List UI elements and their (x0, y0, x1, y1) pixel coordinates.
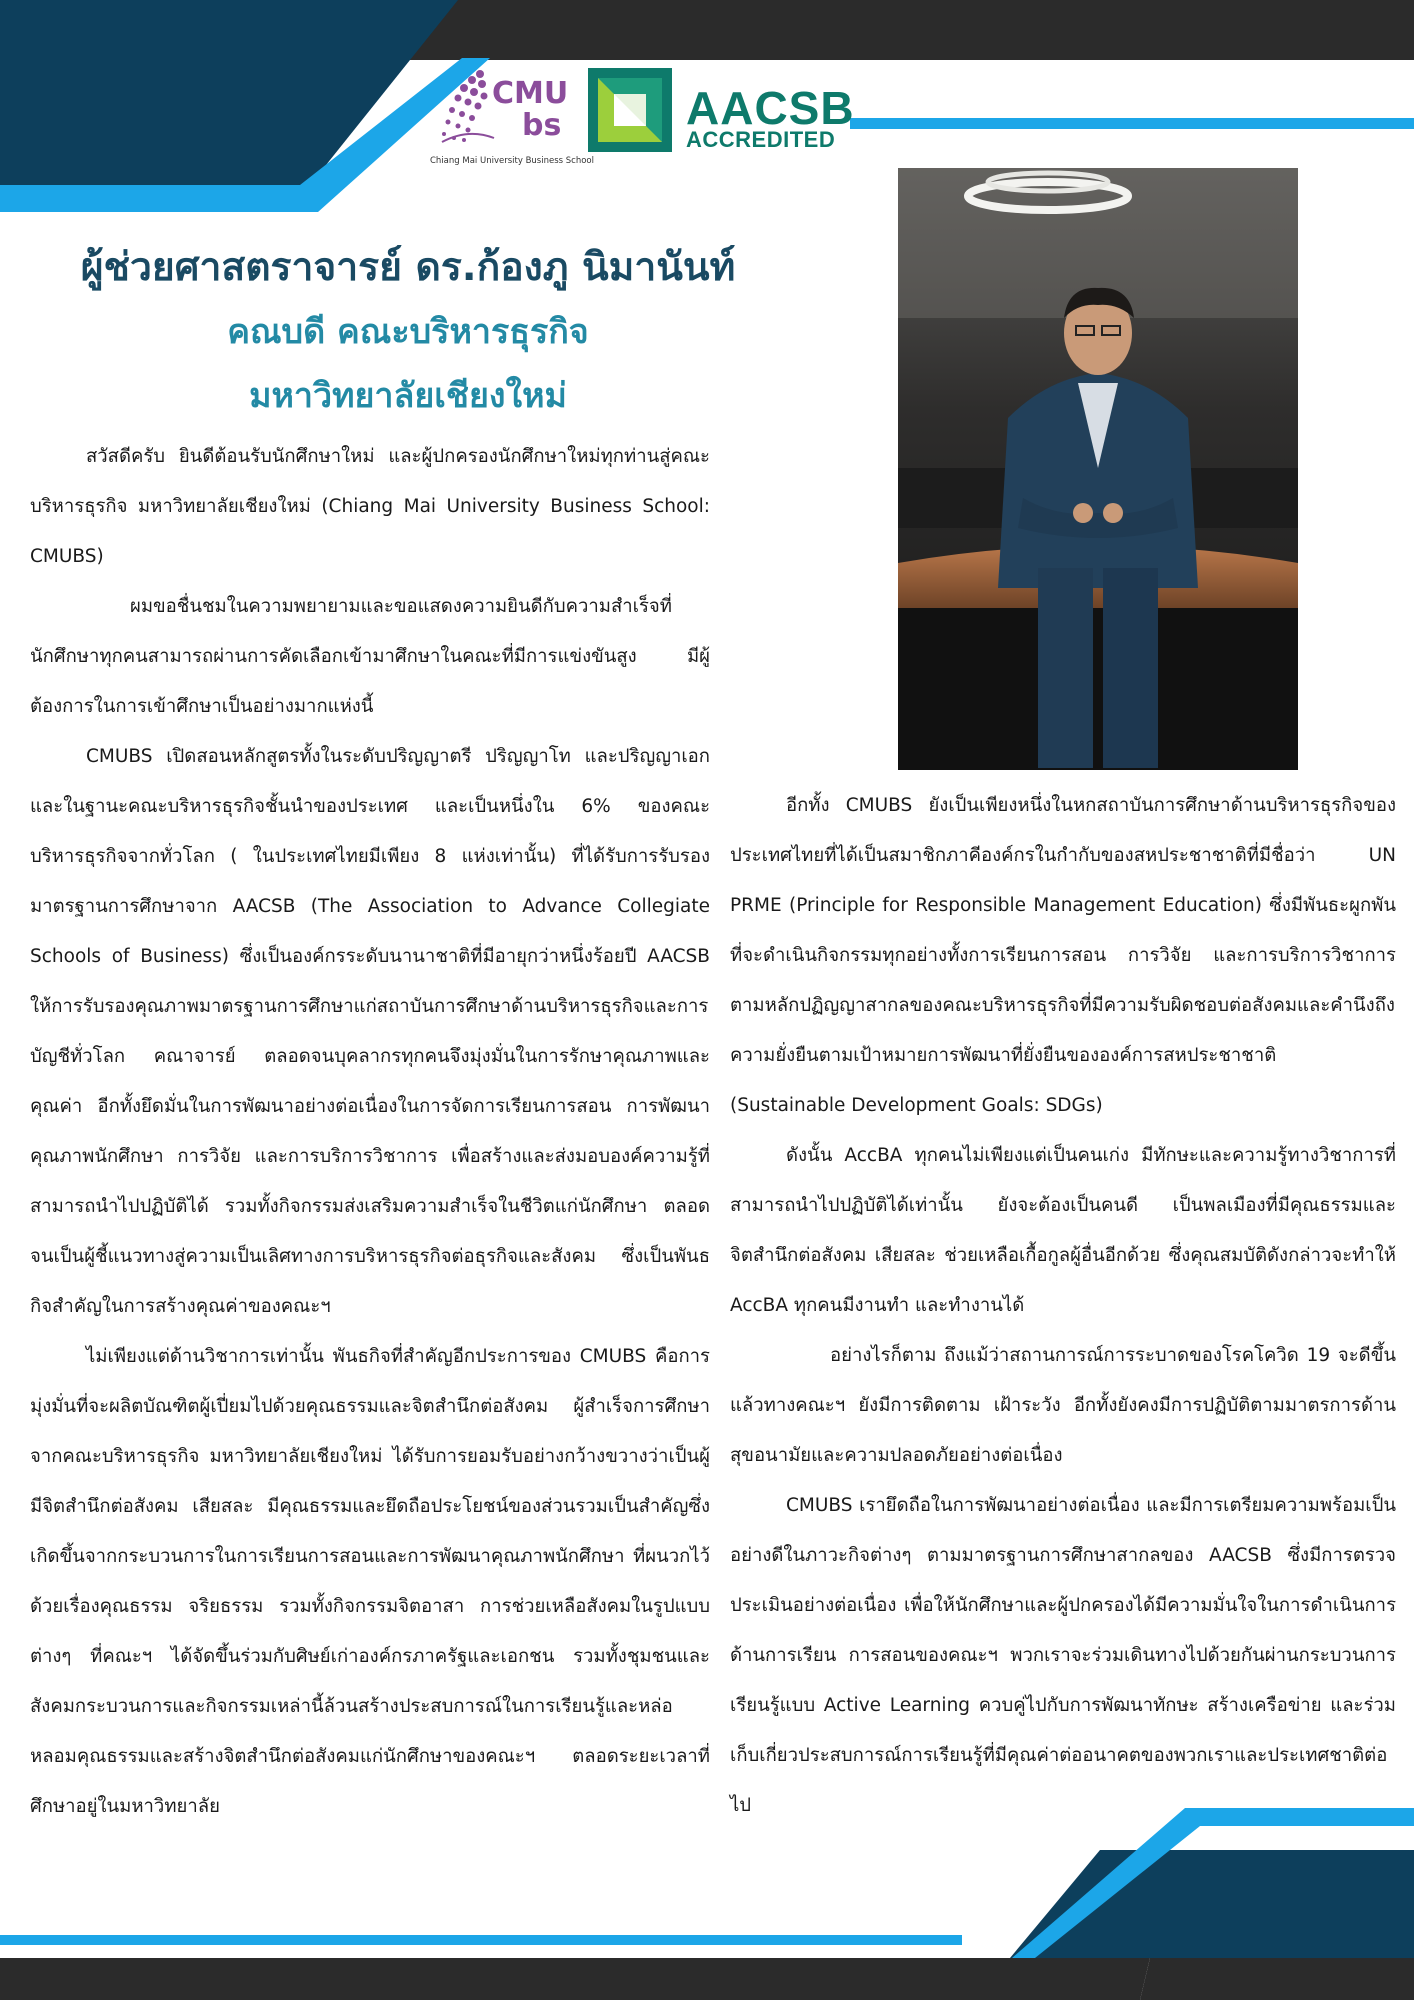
aacsb-mark-icon (588, 68, 672, 152)
left-column-text (30, 432, 710, 1832)
bottom-sky-line (0, 1935, 962, 1945)
paragraph: ผมขอชื่นชมในความพยายามและขอแสดงความยินดีกับความสำเร็จที่นักศึกษาทุกคนสามารถผ่านการคัดเลือกเข้ามาศึกษาในคณะที่มีการแข่งขันสูง มีผู้ต้องการในการเข้าศึกษาเป็นอย่างมากแห่งนี้ (30, 596, 710, 717)
top-left-navy-shape (0, 0, 458, 185)
paragraph: ดังนั้น AccBA ทุกคนไม่เพียงแต่เป็นคนเก่ง มีทักษะและความรู้ทางวิชาการที่สามารถนำไปปฏิบัติได้เท่านั้น ยังจะต้องเป็นคนดี เป็นพลเมืองที่มีคุณธรรมและจิตสำนึกต่อสังคม เสียสละ ช่วยเหลือเกื้อกูลผู้อื่นอีกด้วย ซึ่งคุณสมบัติดังกล่าวจะทำให้ AccBA ทุกคนมีงานทำ และทำงานได้ (730, 1145, 1396, 1316)
paragraph: CMUBS เปิดสอนหลักสูตรทั้งในระดับปริญญาตรี ปริญญาโท และปริญญาเอกและในฐานะคณะบริหารธุรกิจชั้นนำของประเทศ และเป็นหนึ่งใน 6% ของคณะบริหารธุรกิจจากทั่วโลก ( ในประเทศไทยมีเพียง 8 แห่งเท่านั้น) ที่ได้รับการรับรองมาตรฐานการศึกษาจาก AACSB (The Association to Advance Collegiate Schools of Business) ซึ่งเป็นองค์กรระดับนานาชาติที่มีอายุกว่าหนึ่งร้อยปี AACSB ให้การรับรองคุณภาพมาตรฐานการศึกษาแก่สถาบันการศึกษาด้านบริหารธุรกิจและการบัญชีทั่วโลก คณาจารย์ ตลอดจนบุคลากรทุกคนจึงมุ่งมั่นในการรักษาคุณภาพและคุณค่า อีกทั้งยึดมั่นในการพัฒนาอย่างต่อเนื่องในการจัดการเรียนการสอน การพัฒนาคุณภาพนักศึกษา การวิจัย และการบริการวิชาการ เพื่อสร้างและส่งมอบองค์ความรู้ที่สามารถนำไปปฏิบัติได้ รวมทั้งกิจกรรมส่งเสริมความสำเร็จในชีวิตแก่นักศึกษา ตลอดจนเป็นผู้ชี้แนวทางสู่ความเป็นเลิศทางการบริหารธุรกิจต่อธุรกิจและสังคม ซึ่งเป็นพันธกิจสำคัญในการสร้างคุณค่าของคณะฯ (30, 746, 710, 1317)
paragraph: ไม่เพียงแต่ด้านวิชาการเท่านั้น พันธกิจที่สำคัญอีกประการของ CMUBS คือการมุ่งมั่นที่จะผลิตบัณฑิตผู้เปี่ยมไปด้วยคุณธรรมและจิตสำนึกต่อสังคม ผู้สำเร็จการศึกษาจากคณะบริหารธุรกิจ มหาวิทยาลัยเชียงใหม่ ได้รับการยอมรับอย่างกว้างขวางว่าเป็นผู้มีจิตสำนึกต่อสังคม เสียสละ มีคุณธรรมและยึดถือประโยชน์ของส่วนรวมเป็นสำคัญซึ่งเกิดขึ้นจากกระบวนการในการเรียนการสอนและการพัฒนาคุณภาพนักศึกษา ที่ผนวกไว้ด้วยเรื่องคุณธรรม จริยธรรม รวมทั้งกิจกรรมจิตอาสา การช่วยเหลือสังคมในรูปแบบต่างๆ ที่คณะฯ ได้จัดขึ้นร่วมกับศิษย์เก่าองค์กรภาครัฐและเอกชน รวมทั้งชุมชนและสังคมกระบวนการและกิจกรรมเหล่านี้ล้วนสร้างประสบการณ์ในการเรียนรู้และหล่อหลอมคุณธรรมและสร้างจิตสำนึกต่อสังคมแก่นักศึกษาของคณะฯ ตลอดระยะเวลาที่ศึกษาอยู่ในมหาวิทยาลัย (30, 1346, 710, 1817)
cmubs-tagline: Chiang Mai University Business School (430, 156, 594, 166)
university-title: มหาวิทยาลัยเชียงใหม่ (249, 376, 567, 416)
bottom-right-dark-corner (1140, 1958, 1414, 2000)
cmubs-logo (430, 68, 594, 166)
logo-bar (430, 60, 855, 170)
aacsb-wordmark (686, 82, 855, 152)
right-column-text (730, 781, 1396, 1831)
cmubs-wordmark (492, 78, 568, 142)
cmubs-dots-icon (438, 68, 498, 146)
top-dark-band (390, 0, 1414, 60)
bottom-dark-band (0, 1958, 1150, 2000)
cmubs-wordmark-line1: CMU (492, 76, 569, 111)
bottom-right-navy-shape (1010, 1850, 1414, 1958)
aacsb-wordmark-line1: AACSB (686, 82, 855, 134)
paragraph: สวัสดีครับ ยินดีต้อนรับนักศึกษาใหม่ และผู้ปกครองนักศึกษาใหม่ทุกท่านสู่คณะบริหารธุรกิจ มหาวิทยาลัยเชียงใหม่ (Chiang Mai University Business School: CMUBS) (30, 446, 710, 567)
dean-portrait-photo (898, 168, 1298, 770)
dean-name-title: ผู้ช่วยศาสตราจารย์ ดร.ก้องภู นิมานันท์ (80, 245, 736, 290)
top-right-sky-line (850, 118, 1414, 129)
dean-position-title: คณบดี คณะบริหารธุรกิจ (227, 312, 589, 352)
paragraph: CMUBS เรายึดถือในการพัฒนาอย่างต่อเนื่อง และมีการเตรียมความพร้อมเป็นอย่างดีในภาวะกิจต่างๆ ตามมาตรฐานการศึกษาสากลของ AACSB ซึ่งมีการตรวจประเมินอย่างต่อเนื่อง เพื่อให้นักศึกษาและผู้ปกครองได้มีความมั่นใจในการดำเนินการด้านการเรียน การสอนของคณะฯ พวกเราจะร่วมเดินทางไปด้วยกันผ่านกระบวนการเรียนรู้แบบ Active Learning ควบคู่ไปกับการพัฒนาทักษะ สร้างเครือข่าย และร่วมเก็บเกี่ยวประสบการณ์การเรียนรู้ที่มีคุณค่าต่ออนาคตของพวกเราและประเทศชาติต่อไป (730, 1495, 1396, 1816)
paragraph: อย่างไรก็ตาม ถึงแม้ว่าสถานการณ์การระบาดของโรคโควิด 19 จะดีขึ้นแล้วทางคณะฯ ยังมีการติดตาม เฝ้าระวัง อีกทั้งยังคงมีการปฏิบัติตามมาตรการด้านสุขอนามัยและความปลอดภัยอย่างต่อเนื่อง (730, 1345, 1396, 1466)
aacsb-wordmark-line2: ACCREDITED (686, 127, 836, 152)
paragraph: อีกทั้ง CMUBS ยังเป็นเพียงหนึ่งในหกสถาบันการศึกษาด้านบริหารธุรกิจของประเทศไทยที่ได้เป็นสมาชิกภาคีองค์กรในกำกับของสหประชาชาติที่มีชื่อว่า UN PRME (Principle for Responsible Management Education) ซึ่งมีพันธะผูกพันที่จะดำเนินกิจกรรมทุกอย่างทั้งการเรียนการสอน การวิจัย และการบริการวิชาการตามหลักปฏิญญาสากลของคณะบริหารธุรกิจที่มีความรับผิดชอบต่อสังคมและคำนึงถึงความยั่งยืนตามเป้าหมายการพัฒนาที่ยั่งยืนขององค์การสหประชาชาติ (Sustainable Development Goals: SDGs) (730, 795, 1396, 1116)
cmubs-wordmark-line2: bs (522, 108, 562, 143)
